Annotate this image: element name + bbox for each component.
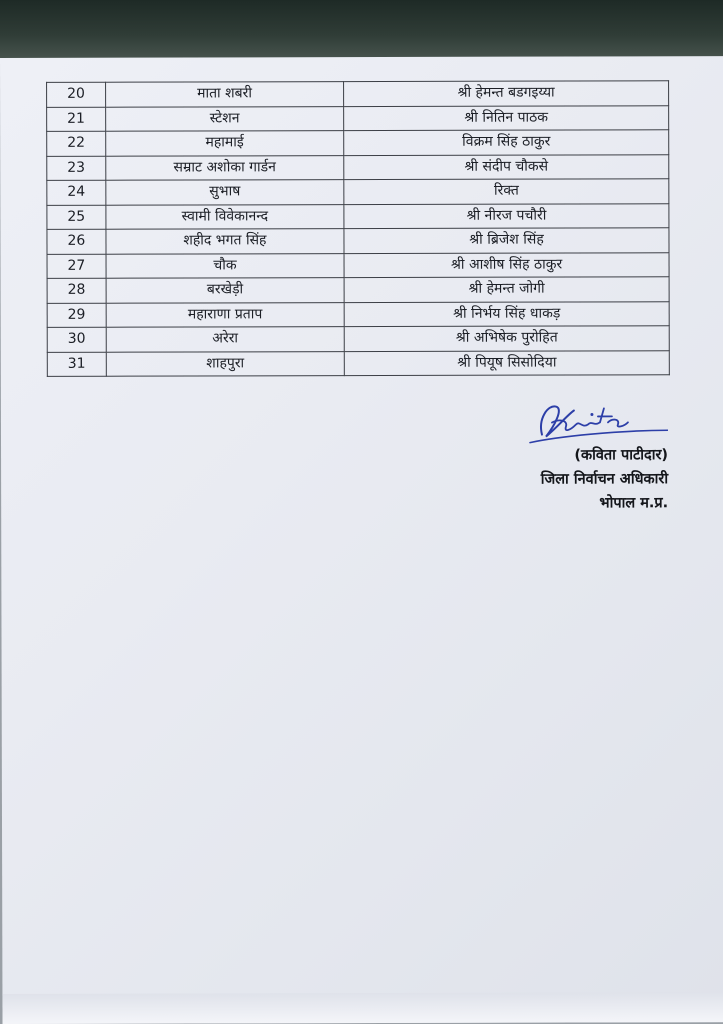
ward-number-cell: 28: [47, 278, 106, 303]
signature-block: [468, 396, 669, 512]
ward-name-cell: सम्राट अशोका गार्डन: [106, 155, 344, 180]
ward-number-cell: 29: [47, 303, 106, 328]
table-row: [47, 203, 669, 229]
table-row: [47, 350, 669, 376]
member-name-cell: श्री ब्रिजेश सिंह: [344, 228, 669, 253]
ward-table-body: [47, 81, 670, 377]
table-row: [47, 179, 669, 205]
ward-table: [46, 80, 670, 377]
member-name-cell: श्री पियूष सिसोदिया: [344, 350, 669, 375]
table-row: [47, 228, 669, 254]
ward-number-cell: 30: [47, 327, 106, 352]
ward-name-cell: चौक: [106, 253, 344, 278]
signatory-name: (कविता पाटीदार): [574, 447, 669, 464]
member-name-cell: श्री नीरज पचौरी: [344, 203, 669, 228]
ward-number-cell: 22: [47, 131, 106, 156]
table-row: [47, 154, 669, 180]
ward-name-cell: स्वामी विवेकानन्द: [106, 204, 344, 229]
ward-name-cell: माता शबरी: [105, 82, 343, 107]
photo-background-shadow: [0, 0, 723, 62]
table-row: [47, 326, 669, 352]
ward-name-cell: महाराणा प्रताप: [106, 302, 344, 327]
member-name-cell: विक्रम सिंह ठाकुर: [344, 130, 669, 155]
ward-number-cell: 25: [47, 205, 106, 230]
ward-number-cell: 21: [47, 107, 106, 132]
ward-number-cell: 26: [47, 229, 106, 254]
member-name-cell: श्री हेमन्त जोगी: [344, 277, 669, 302]
table-row: [47, 105, 669, 131]
page-bottom-edge: [2, 992, 723, 1024]
ward-name-cell: अरेरा: [106, 327, 344, 352]
table-row: [47, 252, 669, 278]
table-row: [47, 81, 669, 107]
member-name-cell: श्री निर्भय सिंह धाकड़: [344, 301, 669, 326]
ward-number-cell: 31: [47, 352, 106, 377]
member-name-cell: श्री हेमन्त बडगइय्या: [344, 81, 669, 106]
document-page: [0, 56, 723, 1024]
table-row: [47, 130, 669, 156]
member-name-cell: श्री संदीप चौकसे: [344, 154, 669, 179]
signatory-place: भोपाल म.प्र.: [599, 495, 669, 512]
member-name-cell: श्री नितिन पाठक: [344, 105, 669, 130]
ward-name-cell: शाहपुरा: [106, 351, 344, 376]
member-name-cell: श्री अभिषेक पुरोहित: [344, 326, 669, 351]
table-row: [47, 301, 669, 327]
table-row: [47, 277, 669, 303]
ward-name-cell: महामाई: [105, 131, 343, 156]
ward-number-cell: 23: [47, 156, 106, 181]
ward-number-cell: 24: [47, 180, 106, 205]
ward-name-cell: स्टेशन: [105, 106, 343, 131]
ward-name-cell: बरखेड़ी: [106, 278, 344, 303]
member-name-cell: रिक्त: [344, 179, 669, 204]
ward-number-cell: 27: [47, 254, 106, 279]
ward-number-cell: 20: [47, 82, 106, 107]
ward-name-cell: शहीद भगत सिंह: [106, 229, 344, 254]
member-name-cell: श्री आशीष सिंह ठाकुर: [344, 252, 669, 277]
signatory-designation: जिला निर्वाचन अधिकारी: [540, 471, 669, 488]
ward-name-cell: सुभाष: [106, 180, 344, 205]
